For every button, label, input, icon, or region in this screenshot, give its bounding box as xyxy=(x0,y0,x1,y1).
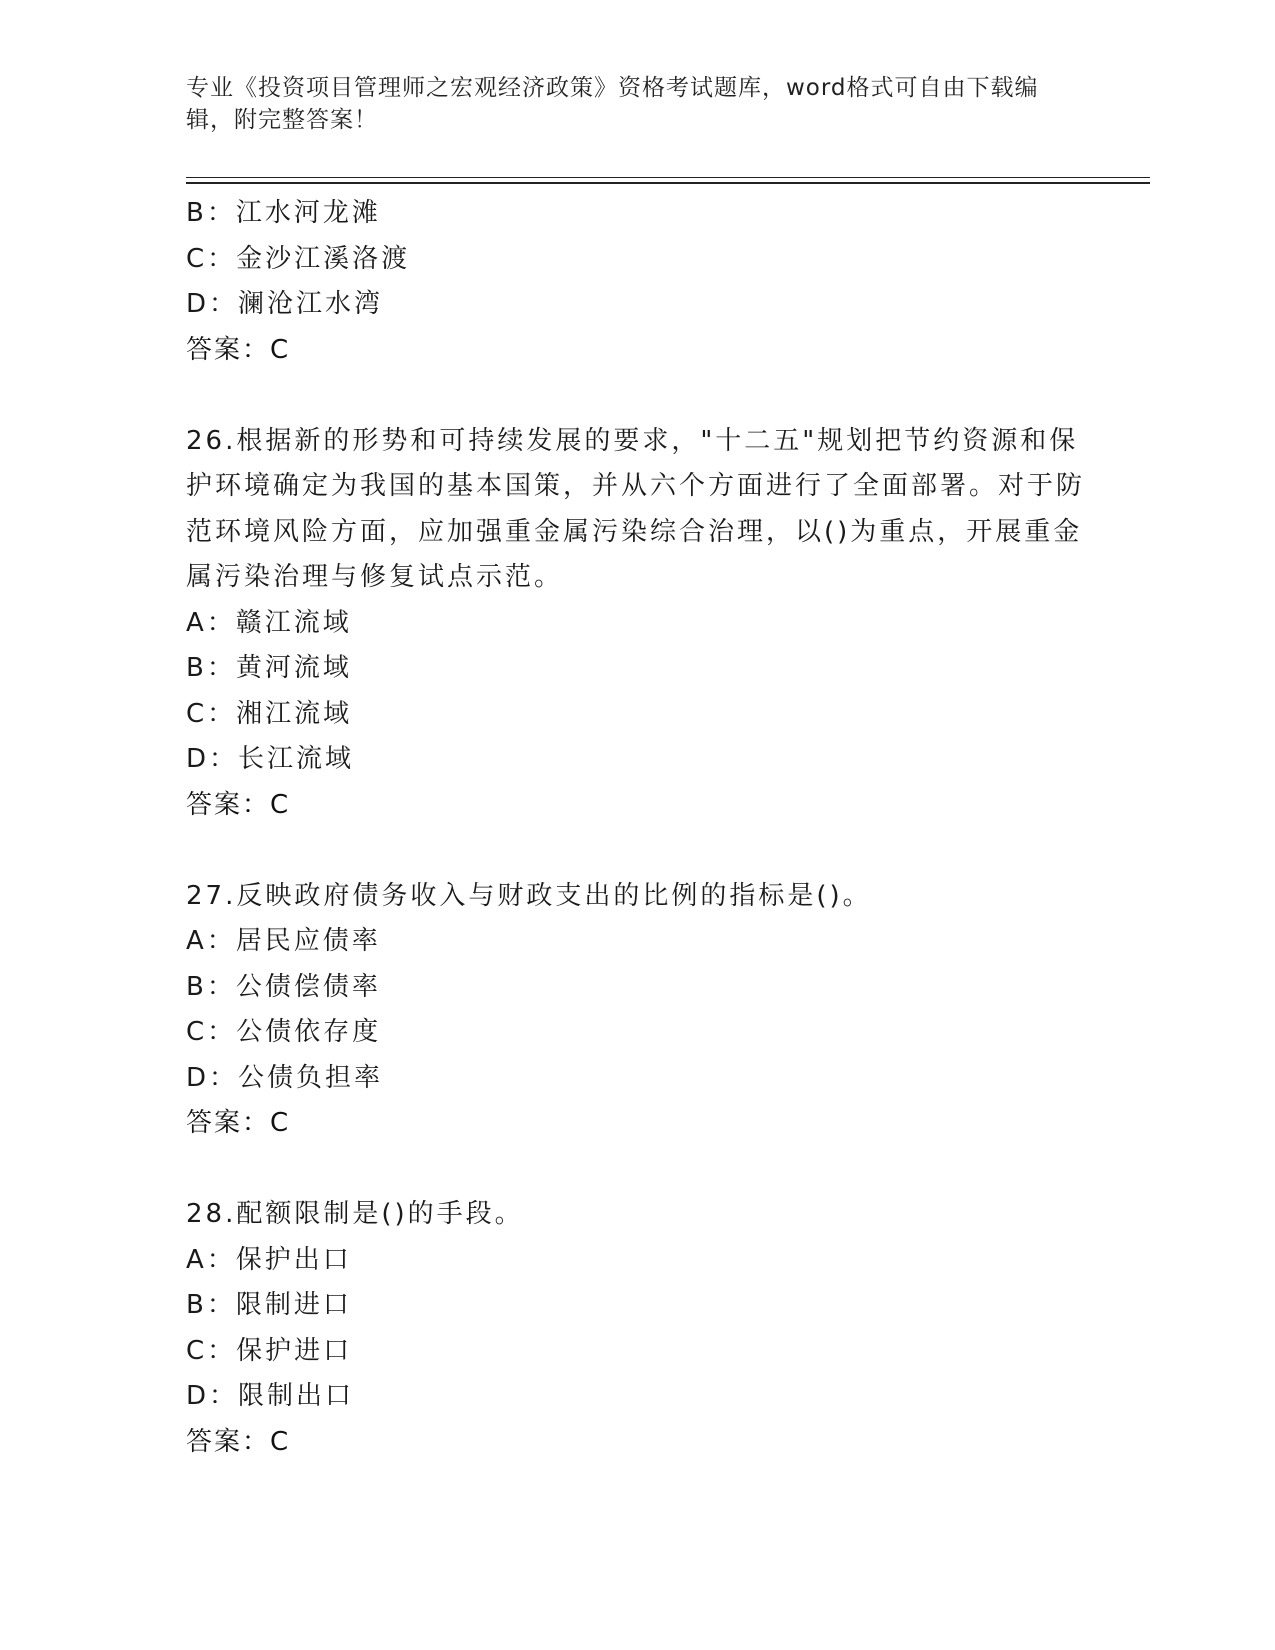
option-b: B：限制进口 xyxy=(186,1290,352,1320)
question-stem: 27.反映政府债务收入与财政支出的比例的指标是()。 xyxy=(186,880,872,911)
option-a: A：保护出口 xyxy=(186,1244,352,1275)
answer-line: 答案：C xyxy=(186,334,291,365)
header-rule-thick xyxy=(186,182,1150,184)
option-a: A：赣江流域 xyxy=(186,607,352,638)
question-26 xyxy=(186,419,1086,829)
document-header xyxy=(186,72,1066,136)
option-c: C：保护进口 xyxy=(186,1335,353,1366)
option-b: B：江水河龙滩 xyxy=(186,198,381,228)
spacer xyxy=(186,1147,1086,1193)
question-stem: 26.根据新的形势和可持续发展的要求，"十二五"规划把节约资源和保护环境确定为我国的基本国策，并从六个方面进行了全面部署。对于防范环境风险方面，应加强重金属污染综合治理，以()为重点，开展重金属污染治理与修复试点示范。 xyxy=(186,425,1086,592)
option-b: B：公债偿债率 xyxy=(186,971,381,1002)
header-rule-thin xyxy=(186,177,1150,178)
option-d: D：公债负担率 xyxy=(186,1062,384,1093)
option-c: C：公债依存度 xyxy=(186,1017,382,1047)
spacer xyxy=(186,828,1086,874)
question-stem: 28.配额限制是()的手段。 xyxy=(186,1199,524,1229)
option-c: C：金沙江溪洛渡 xyxy=(186,243,411,274)
spacer xyxy=(186,373,1086,419)
document-body xyxy=(186,191,1086,1465)
answer-line: 答案：C xyxy=(186,1108,291,1138)
answer-line: 答案：C xyxy=(186,789,291,820)
answer-line: 答案：C xyxy=(186,1426,291,1457)
option-a: A：居民应债率 xyxy=(186,926,381,956)
option-b: B：黄河流域 xyxy=(186,653,352,683)
option-d: D：长江流域 xyxy=(186,744,355,774)
option-d: D：限制出口 xyxy=(186,1381,355,1411)
header-text: 专业《投资项目管理师之宏观经济政策》资格考试题库，word格式可自由下载编辑，附完整答案！ xyxy=(186,75,1039,133)
option-d: D：澜沧江水湾 xyxy=(186,289,384,319)
question-27 xyxy=(186,874,1086,1147)
option-c: C：湘江流域 xyxy=(186,698,353,729)
question-25-tail xyxy=(186,191,1086,373)
question-28 xyxy=(186,1192,1086,1465)
